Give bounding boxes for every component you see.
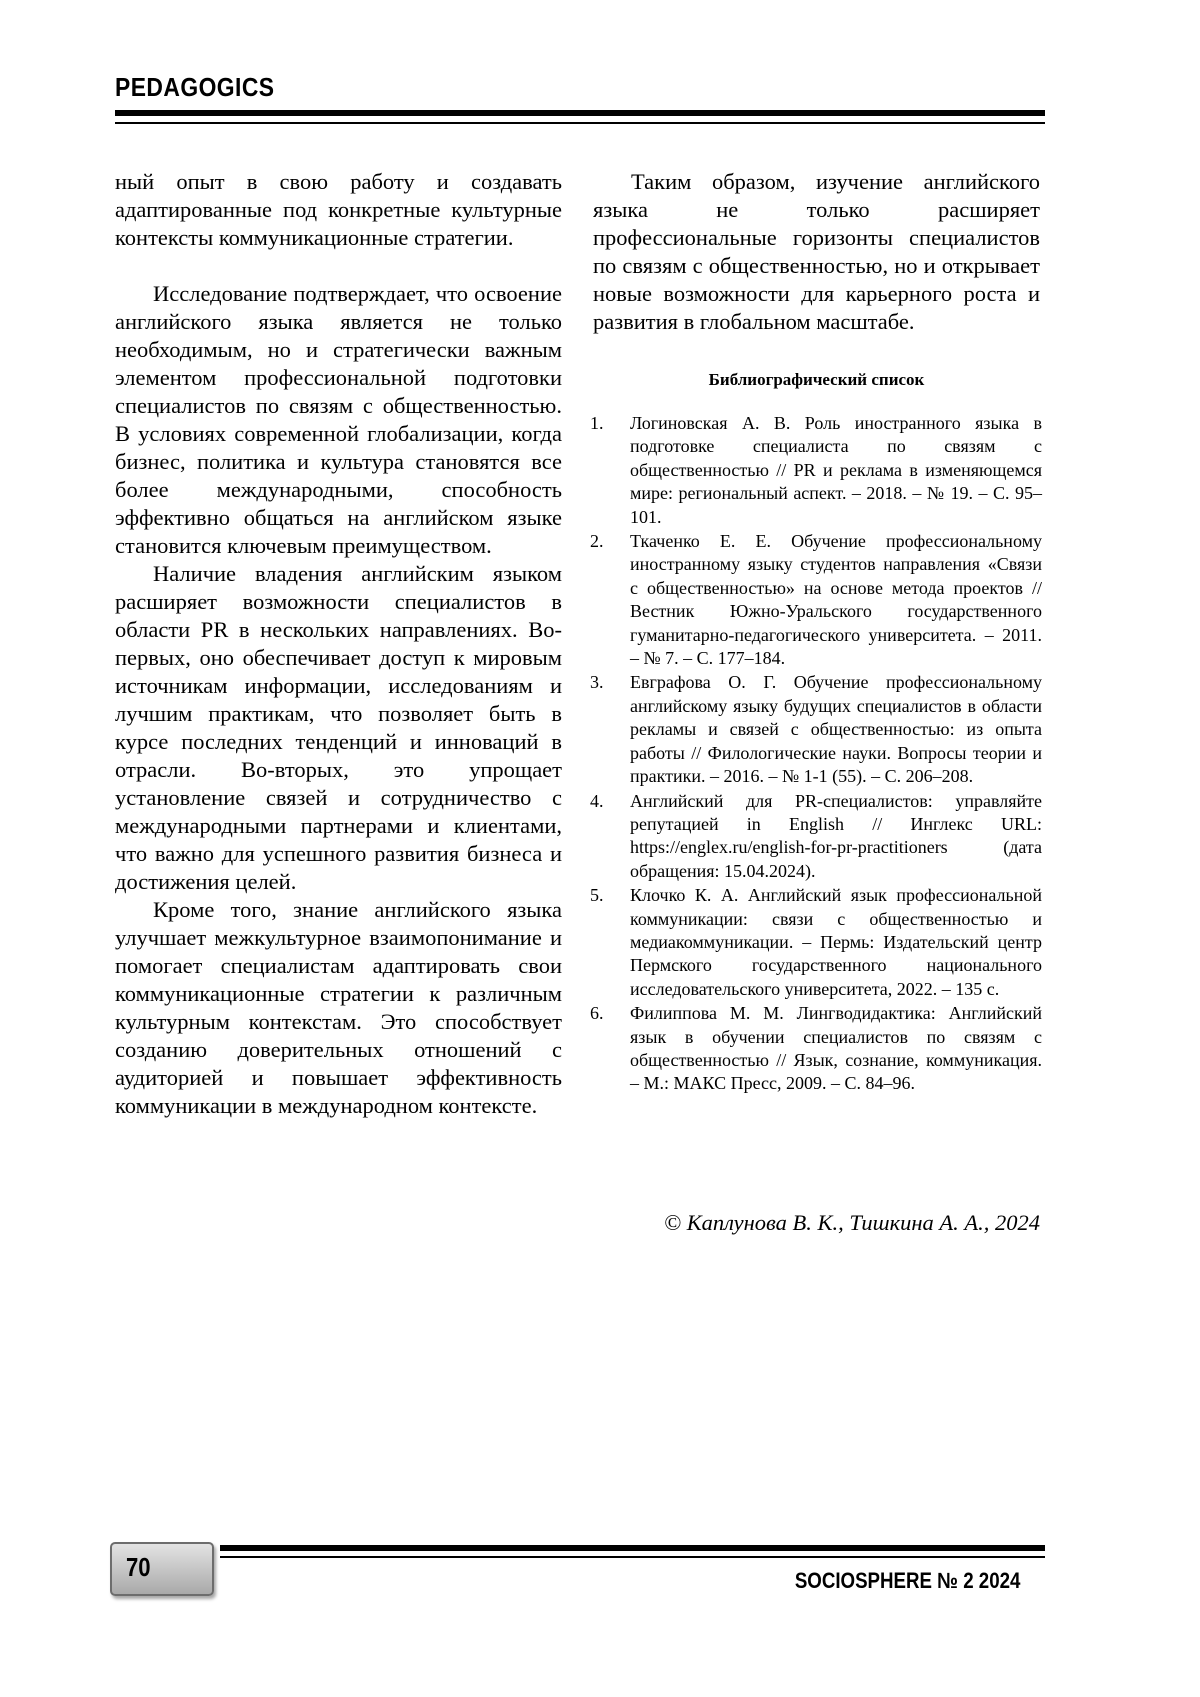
bibliography-text: Ткаченко Е. Е. Обучение профессиональному иностранному языку студентов направления «Связи с общественностью» на основе метода проектов // Вестник Южно-Уральского государственного гуманитарно-педагогического университета. – 2011. – № 7. – С. 177–184. (630, 531, 1042, 669)
bibliography-item (590, 530, 1042, 670)
section-header: PEDAGOGICS (115, 72, 275, 102)
bibliography-number: 6. (590, 1003, 604, 1024)
journal-title: SOCIOSPHERE № 2 2024 (794, 1568, 1020, 1593)
bibliography-number: 2. (590, 531, 604, 552)
paragraph: ный опыт в свою работу и создавать адаптированные под конкретные культурные контексты коммуникационные стратегии. (115, 169, 562, 250)
left-column (115, 168, 562, 1120)
paragraph: Кроме того, знание английского языка улучшает межкультурное взаимопонимание и помогает специалистам адаптировать свои коммуникационные стратегии к различным культурным контекстам. Это способствует созданию доверительных отношений с аудиторией и повышает эффективность коммуникации в международном контексте. (115, 897, 562, 1118)
bibliography-number: 1. (590, 413, 604, 433)
bibliography-text: Логиновская А. В. Роль иностранного языка в подготовке специалиста по связям с общественностью // PR и реклама в изменяющемся мире: региональный аспект. – 2018. – № 19. – С. 95–101. (630, 413, 1042, 527)
bibliography-number: 4. (590, 790, 604, 811)
bibliography-list (590, 412, 1042, 1097)
bibliography-item (590, 1002, 1042, 1096)
page-number: 70 (126, 1552, 151, 1582)
footer-rule-thick (220, 1545, 1045, 1551)
bibliography-item (590, 790, 1042, 884)
header-rule-thick (115, 110, 1045, 116)
bibliography-item (590, 884, 1042, 1001)
bibliography-text: Клочко К. А. Английский язык профессиональной коммуникации: связи с общественностью и медиакоммуникации. – Пермь: Издательский центр Пермского государственного национального исследовательского университета, 2022. – 135 с. (630, 885, 1042, 999)
bibliography-item (590, 412, 1042, 529)
header-rule-thin (115, 122, 1045, 124)
copyright-notice: © Каплунова В. К., Тишкина А. А., 2024 (663, 1210, 1040, 1235)
bibliography-number: 5. (590, 885, 604, 906)
bibliography-number: 3. (590, 672, 604, 693)
paragraph: Наличие владения английским языком расширяет возможности специалистов в области PR в нескольких направлениях. Во-первых, оно обеспечивает доступ к мировым источникам информации, исследованиям и лучшим практикам, что позволяет быть в курсе последних тенденций и инноваций в отрасли. Во-вторых, это упрощает установление связей и сотрудничество с международными партнерами и клиентами, что важно для успешного развития бизнеса и достижения целей. (115, 561, 562, 894)
paragraph: Таким образом, изучение английского языка не только расширяет профессиональные горизонты специалистов по связям с общественностью, но и открывает новые возможности для карьерного роста и развития в глобальном масштабе. (593, 169, 1040, 334)
paragraph: Исследование подтверждает, что освоение английского языка является не только необходимым, но и стратегически важным элементом профессиональной подготовки специалистов по связям с общественностью. В условиях современной глобализации, когда бизнес, политика и культура становятся все более международными, способность эффективно общаться на английском языке становится ключевым преимуществом. (115, 281, 562, 558)
bibliography-title: Библиографический список (708, 370, 925, 389)
bibliography-text: Евграфова О. Г. Обучение профессиональному английскому языку будущих специалистов в области рекламы и связей с общественностью: из опыта работы // Филологические науки. Вопросы теории и практики. – 2016. – № 1-1 (55). – С. 206–208. (630, 672, 1042, 787)
footer-rule-thin (220, 1556, 1045, 1558)
right-column (593, 168, 1040, 336)
bibliography-item (590, 671, 1042, 788)
page-number-tab (110, 1542, 214, 1596)
bibliography-text: Английский для PR-специалистов: управляйте репутацией in English // Инглекс URL: https://englex.ru/english-for-pr-practitioners (дата обращения: 15.04.2024). (630, 790, 1042, 881)
bibliography-text: Филиппова М. М. Лингводидактика: Английский язык в обучении специалистов по связям с общественностью // Язык, сознание, коммуникация. – М.: МАКС Пресс, 2009. – С. 84–96. (630, 1003, 1042, 1094)
